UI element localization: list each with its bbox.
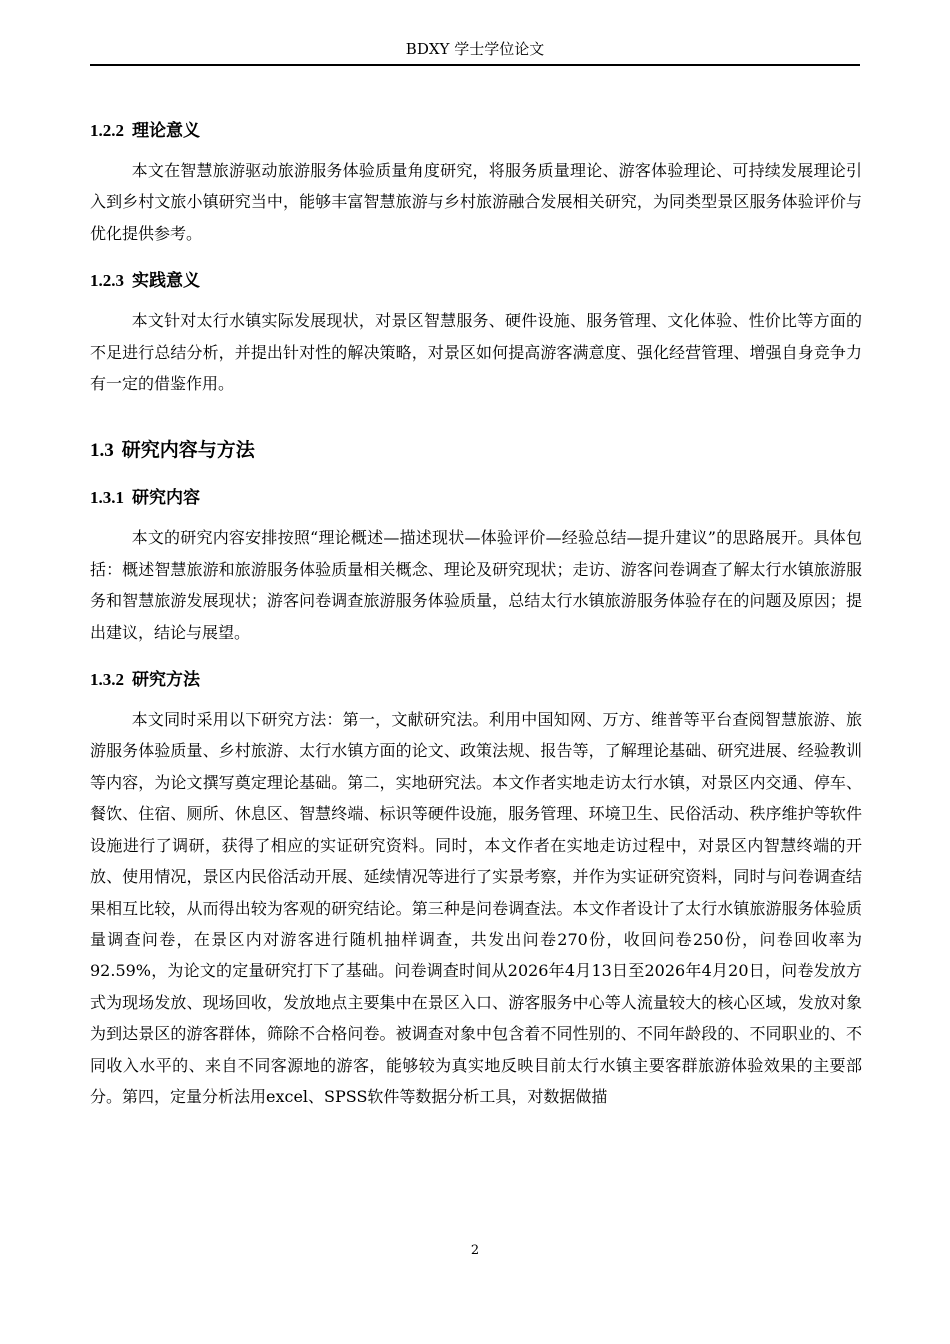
heading-number: 1.3.2: [90, 670, 124, 690]
header-rule: [90, 64, 860, 66]
paragraph-research-content: 本文的研究内容安排按照“理论概述—描述现状—体验评价—经验总结—提升建议”的思路展开。具体包括：概述智慧旅游和旅游服务体验质量相关概念、理论及研究现状；走访、游客问卷调查了解太行水镇旅游服务和智慧旅游发展现状；游客问卷调查旅游服务体验质量，总结太行水镇旅游服务体验存在的问题及原因；提出建议，结论与展望。: [90, 528, 862, 642]
heading-number: 1.2.2: [90, 121, 124, 140]
heading-title: 理论意义: [132, 121, 200, 141]
heading-title: 实践意义: [132, 271, 200, 292]
page-number: 2: [470, 1243, 480, 1258]
paragraph-research-methods: 本文同时采用以下研究方法：第一，文献研究法。利用中国知网、万方、维普等平台查阅智慧旅游、旅游服务体验质量、乡村旅游、太行水镇方面的论文、政策法规、报告等，了解理论基础、研究进展、经验教训等内容，为论文撰写奠定理论基础。第二，实地研究法。本文作者实地走访太行水镇，对景区内交通、停车、餐饮、住宿、厕所、休息区、智慧终端、标识等硬件设施，服务管理、环境卫生、民俗活动、秩序维护等软件设施进行了调研，获得了相应的实证研究资料。同时，本文作者在实地走访过程中，对景区内智慧终端的开放、使用情况，景区内民俗活动开展、延续情况等进行了实景考察，并作为实证研究资料，同时与问卷调查结果相互比较，从而得出较为客观的研究结论。第三种是问卷调查法。本文作者设计了太行水镇旅游服务体验质量调查问卷，在景区内对游客进行随机抽样调查，共发出问卷270份，收回问卷250份，问卷回收率为92.59%，为论文的定量研究打下了基础。问卷调查时间从2026年4月13日至2026年4月20日，问卷发放方式为现场发放、现场回收，发放地点主要集中在景区入口、游客服务中心等人流量较大的核心区域，发放对象为到达景区的游客群体，筛除不合格问卷。被调查对象中包含着不同性别的、不同年龄段的、不同职业的、不同收入水平的、来自不同客源地的游客，能够较为真实地反映目前太行水镇主要客群旅游体验效果的主要部分。第四，定量分析法用excel、SPSS软件等数据分析工具，对数据做描: [90, 710, 862, 1106]
heading-1-3-1: [90, 483, 862, 513]
heading-1-3-2: [90, 665, 862, 695]
heading-title: 研究方法: [132, 670, 200, 691]
page-body: [90, 112, 862, 1112]
heading-1-3: [90, 434, 862, 467]
heading-1-2-3: [90, 266, 862, 296]
running-header: BDXY 学士学位论文: [405, 40, 545, 58]
heading-number: 1.3: [90, 440, 114, 462]
heading-number: 1.2.3: [90, 271, 124, 291]
paragraph-theoretical-significance: 本文在智慧旅游驱动旅游服务体验质量角度研究，将服务质量理论、游客体验理论、可持续发展理论引入到乡村文旅小镇研究当中，能够丰富智慧旅游与乡村旅游融合发展相关研究，为同类型景区服务体验评价与优化提供参考。: [90, 161, 862, 243]
heading-title: 研究内容: [132, 488, 200, 509]
heading-number: 1.3.1: [90, 488, 124, 508]
paragraph-practical-significance: 本文针对太行水镇实际发展现状，对景区智慧服务、硬件设施、服务管理、文化体验、性价比等方面的不足进行总结分析，并提出针对性的解决策略，对景区如何提高游客满意度、强化经营管理、增强自身竞争力有一定的借鉴作用。: [90, 311, 862, 394]
heading-title: 研究内容与方法: [121, 439, 255, 462]
heading-1-2-2: [90, 116, 862, 146]
